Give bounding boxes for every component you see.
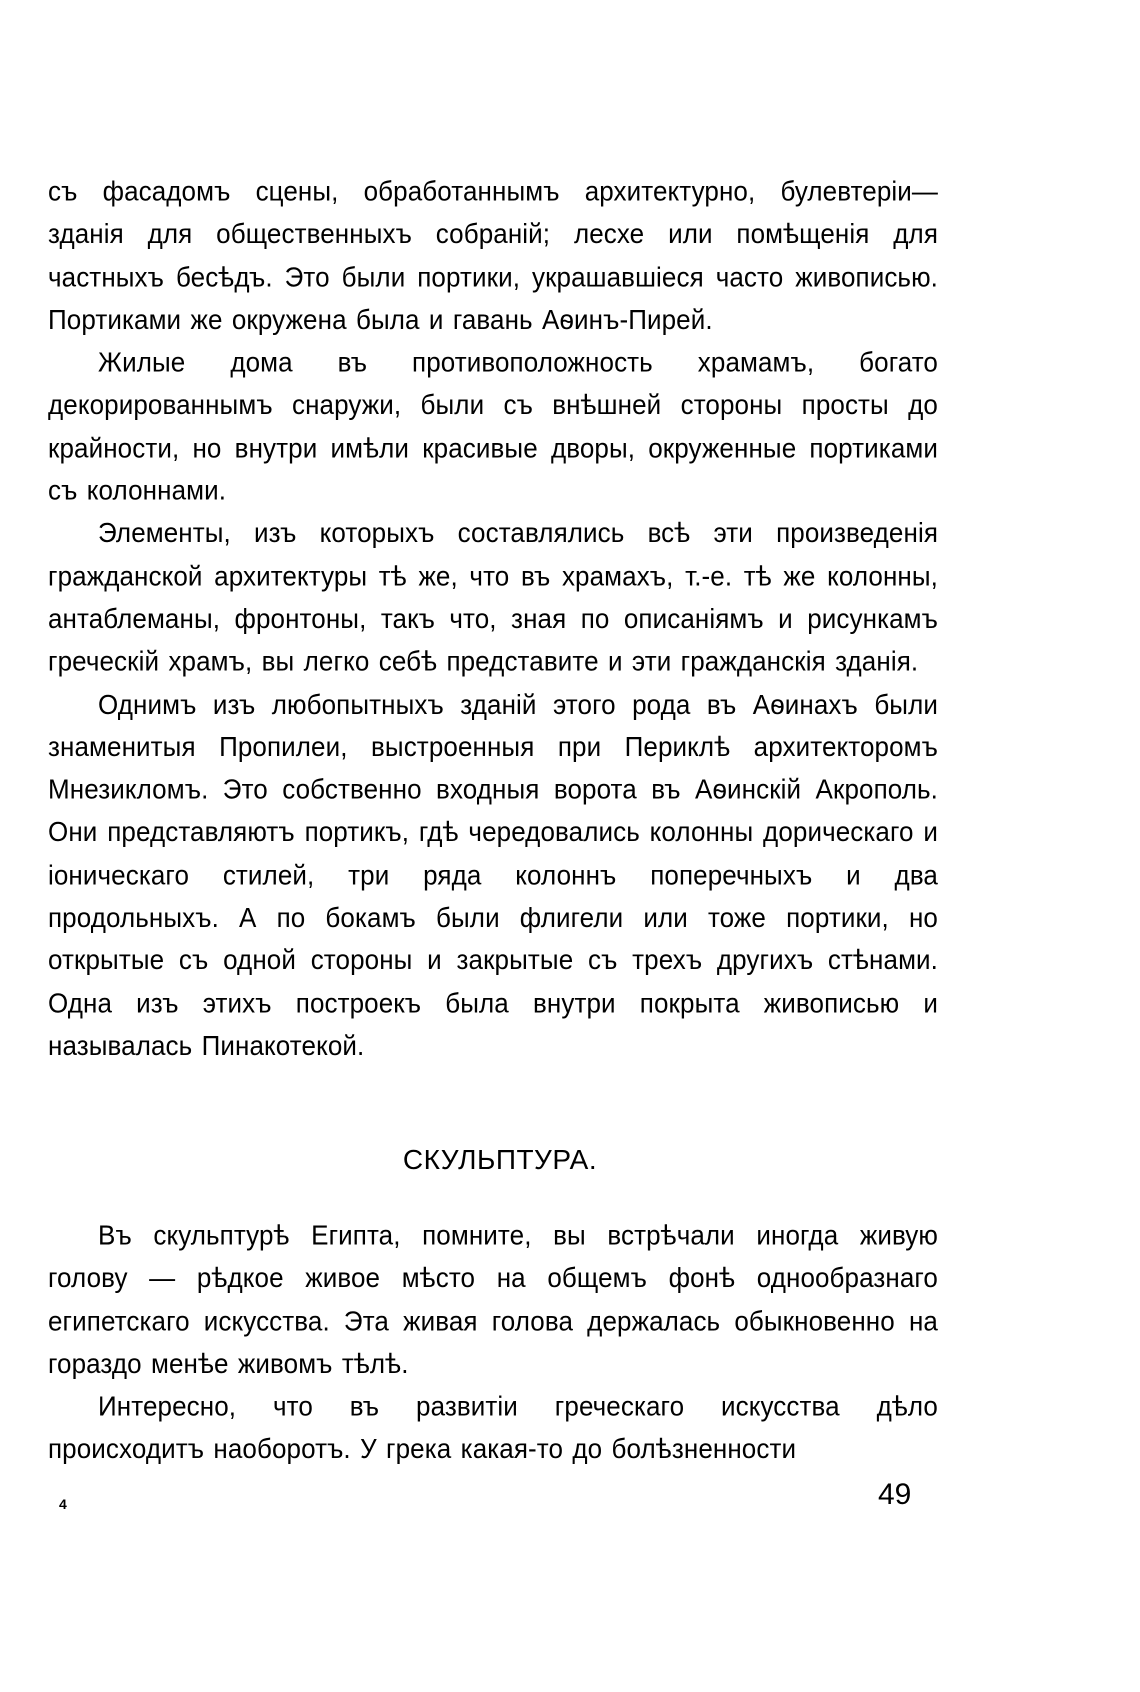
paragraph-continued: съ фасадомъ сцены, обработаннымъ архитектурно, булевтерiи— зданiя для общественныхъ собранiй; лесхе или помѣщенiя для частныхъ бесѣдъ. Это были портики, украшавшiеся часто живописью. Портиками же окружена была и гавань Аѳинъ-Пирей.	[48, 175, 938, 336]
paragraph-egypt-sculpture: Въ скульптурѣ Египта, помните, вы встрѣчали иногда живую голову — рѣдкое живое мѣсто на общемъ фонѣ однообразнаго египетскаго искусства. Эта живая голова держалась обыкновенно на гораздо менѣе живомъ тѣлѣ.	[48, 1219, 938, 1380]
paragraph-propylaea: Однимъ изъ любопытныхъ зданiй этого рода въ Аѳинахъ были знаменитыя Пропилеи, выстроенныя при Периклѣ архитекторомъ Мнезикломъ. Это собственно входныя ворота въ Аѳинскiй Акрополь. Они представляютъ портикъ, гдѣ чередовались колонны дорическаго и iоническаго стилей, три ряда колоннъ поперечныхъ и два продольныхъ. А по бокамъ были флигели или тоже портики, но открытые съ одной стороны и закрытые съ трехъ другихъ стѣнами. Одна изъ этихъ построекъ была внутри покрыта живописью и называлась Пинакотекой.	[48, 687, 938, 1062]
section-heading: СКУЛЬПТУРА.	[402, 1144, 598, 1175]
main-text-block	[48, 170, 938, 1067]
paragraph-greek-art: Интересно, что въ развитiи греческаго искусства дѣло происходитъ наоборотъ. У грека какая-то до болѣзненности	[48, 1390, 938, 1465]
paragraph-dwellings: Жилые дома въ противоположность храмамъ, богато декорированнымъ снаружи, были съ внѣшней стороны просты до крайности, но внутри имѣли красивые дворы, окруженные портиками съ колоннами.	[48, 346, 938, 507]
paragraph-elements: Элементы, изъ которыхъ составлялись всѣ эти произведенiя гражданской архитектуры тѣ же, что въ храмахъ, т.-е. тѣ же колонны, антаблеманы, фронтоны, такъ что, зная по описанiямъ и рисункамъ греческiй храмъ, вы легко себѣ представите и эти гражданскiя зданiя.	[48, 517, 938, 677]
page-number: 49	[878, 1478, 912, 1511]
signature-mark: 4	[59, 1496, 67, 1512]
section-text-block	[48, 1214, 938, 1470]
